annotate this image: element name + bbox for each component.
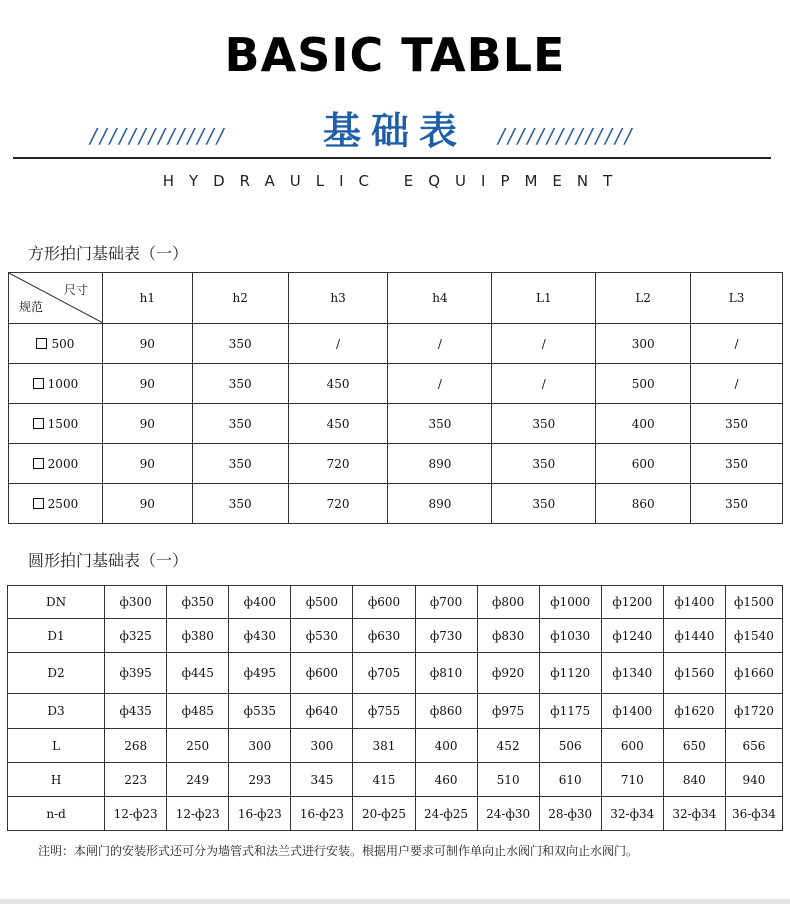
table2-value-cell: ф445 [167, 653, 229, 694]
table2-value-cell: 293 [229, 763, 291, 797]
table2-value-cell: ф1240 [601, 619, 663, 653]
square-symbol-icon [33, 498, 44, 509]
table2-value-cell: 656 [725, 729, 782, 763]
table1-value-cell: 350 [388, 404, 492, 444]
table1-header-cell: h4 [388, 273, 492, 324]
table2-value-cell: ф920 [477, 653, 539, 694]
table2-value-cell: ф1440 [663, 619, 725, 653]
table2-value-cell: ф430 [229, 619, 291, 653]
spec-value: 1000 [47, 376, 79, 391]
table1-value-cell: 890 [388, 484, 492, 524]
table1-value-cell: 720 [288, 484, 388, 524]
table2-value-cell: ф435 [105, 694, 167, 729]
table2-value-cell: ф755 [353, 694, 415, 729]
table2-value-cell: 20-ф25 [353, 797, 415, 831]
table2-value-cell: ф1120 [539, 653, 601, 694]
table1-value-cell: / [691, 324, 783, 364]
table1-value-cell: 90 [102, 324, 192, 364]
table2-value-cell: ф495 [229, 653, 291, 694]
table2-value-cell: ф380 [167, 619, 229, 653]
table2-value-cell: 223 [105, 763, 167, 797]
table1-value-cell: / [492, 364, 596, 404]
table1-header-row [9, 273, 783, 324]
table2-value-cell: ф830 [477, 619, 539, 653]
title-english: BASIC TABLE [224, 28, 566, 82]
table2-value-cell: ф1000 [539, 586, 601, 619]
spec-cell [9, 364, 103, 404]
table2-value-cell: 415 [353, 763, 415, 797]
table1-value-cell: / [492, 324, 596, 364]
spec-value: 1500 [47, 416, 79, 431]
table2-value-cell: ф395 [105, 653, 167, 694]
table2-row [8, 619, 783, 653]
slash-decoration-right: ////////////// [498, 124, 635, 148]
footnote: 注明：本闸门的安装形式还可分为墙管式和法兰式进行安装。根据用户要求可制作单向止水阀门和双向止水阀门。 [38, 844, 639, 858]
table1-value-cell: 350 [691, 404, 783, 444]
table2-value-cell: ф500 [291, 586, 353, 619]
title-chinese: 基础表 [322, 109, 467, 153]
table2-value-cell: ф1030 [539, 619, 601, 653]
table2-value-cell: 28-ф30 [539, 797, 601, 831]
table1-value-cell: 350 [192, 444, 288, 484]
table2-value-cell: ф1500 [725, 586, 782, 619]
table2-value-cell: ф860 [415, 694, 477, 729]
table2-value-cell: ф400 [229, 586, 291, 619]
table2-value-cell: ф530 [291, 619, 353, 653]
table2-row-label: H [8, 763, 105, 797]
table2-value-cell: 12-ф23 [105, 797, 167, 831]
table2-value-cell: 32-ф34 [601, 797, 663, 831]
spec-cell [9, 404, 103, 444]
table2-value-cell: ф1400 [663, 586, 725, 619]
bottom-band [0, 899, 790, 904]
table2-value-cell: ф1720 [725, 694, 782, 729]
table2-value-cell: 600 [601, 729, 663, 763]
table2-value-cell: 400 [415, 729, 477, 763]
subtitle: HYDRAULIC EQUIPMENT [162, 172, 628, 190]
table2-value-cell: 345 [291, 763, 353, 797]
table1-value-cell: 600 [596, 444, 691, 484]
table2-value-cell: 510 [477, 763, 539, 797]
table2-value-cell: ф630 [353, 619, 415, 653]
table1-value-cell: 500 [596, 364, 691, 404]
table1-value-cell: 350 [192, 404, 288, 444]
table2-value-cell: 300 [291, 729, 353, 763]
table2-value-cell: ф975 [477, 694, 539, 729]
table2-value-cell: 16-ф23 [229, 797, 291, 831]
table2-value-cell: 24-ф30 [477, 797, 539, 831]
table2-value-cell: 710 [601, 763, 663, 797]
table2-value-cell: 460 [415, 763, 477, 797]
table2-value-cell: ф700 [415, 586, 477, 619]
table2-row [8, 729, 783, 763]
spec-cell [9, 324, 103, 364]
table1-value-cell: / [388, 364, 492, 404]
table2-value-cell: ф350 [167, 586, 229, 619]
table2-value-cell: 250 [167, 729, 229, 763]
table1-row [9, 404, 783, 444]
table2-title: 圆形拍门基础表（一） [28, 551, 189, 570]
table2-value-cell: 840 [663, 763, 725, 797]
table1-value-cell: 350 [192, 484, 288, 524]
table1-value-cell: / [691, 364, 783, 404]
header-divider [13, 157, 771, 159]
table2-value-cell: ф1540 [725, 619, 782, 653]
table2-value-cell: ф705 [353, 653, 415, 694]
table2-value-cell: 381 [353, 729, 415, 763]
table2-value-cell: 650 [663, 729, 725, 763]
spec-value: 2500 [47, 496, 79, 511]
table2-row-label: D1 [8, 619, 105, 653]
spec-cell [9, 484, 103, 524]
table2-value-cell: ф810 [415, 653, 477, 694]
table2-row [8, 694, 783, 729]
table1-header-cell: L2 [596, 273, 691, 324]
table1-value-cell: 90 [102, 404, 192, 444]
square-symbol-icon [33, 418, 44, 429]
table2-value-cell: 452 [477, 729, 539, 763]
table2-value-cell: 16-ф23 [291, 797, 353, 831]
table1-title: 方形拍门基础表（一） [28, 244, 189, 263]
table1-corner-cell [9, 273, 103, 324]
corner-label-size: 尺寸 [63, 283, 88, 297]
square-flap-gate-table [8, 272, 783, 524]
table2-row-label: D2 [8, 653, 105, 694]
table2-value-cell: ф300 [105, 586, 167, 619]
table2-value-cell: 940 [725, 763, 782, 797]
table2-row-label: L [8, 729, 105, 763]
spec-value: 2000 [47, 456, 79, 471]
corner-label-spec: 规范 [19, 300, 44, 314]
table1-row [9, 484, 783, 524]
table1-value-cell: 400 [596, 404, 691, 444]
table2-row-label: DN [8, 586, 105, 619]
table1-value-cell: 350 [691, 444, 783, 484]
table1-value-cell: / [288, 324, 388, 364]
table2-value-cell: ф730 [415, 619, 477, 653]
table1-value-cell: 350 [691, 484, 783, 524]
table2-row [8, 586, 783, 619]
round-flap-gate-table [7, 585, 783, 831]
table1-value-cell: 720 [288, 444, 388, 484]
spec-cell [9, 444, 103, 484]
table2-value-cell: ф1660 [725, 653, 782, 694]
table2-value-cell: 24-ф25 [415, 797, 477, 831]
square-symbol-icon [33, 458, 44, 469]
table2-value-cell: 506 [539, 729, 601, 763]
table1-row [9, 324, 783, 364]
spec-value: 500 [51, 336, 75, 351]
table2-value-cell: 36-ф34 [725, 797, 782, 831]
table1-header-cell: h1 [102, 273, 192, 324]
table2-value-cell: ф800 [477, 586, 539, 619]
table2-value-cell: ф485 [167, 694, 229, 729]
square-symbol-icon [33, 378, 44, 389]
table1-header-cell: h3 [288, 273, 388, 324]
table2-value-cell: ф1400 [601, 694, 663, 729]
table1-row [9, 364, 783, 404]
table2-row [8, 763, 783, 797]
table1-value-cell: 890 [388, 444, 492, 484]
table2-value-cell: ф1340 [601, 653, 663, 694]
table2-value-cell: 610 [539, 763, 601, 797]
table2-value-cell: 268 [105, 729, 167, 763]
table2-value-cell: ф535 [229, 694, 291, 729]
table2-value-cell: ф1560 [663, 653, 725, 694]
table2-value-cell: 32-ф34 [663, 797, 725, 831]
slash-decoration-left: ////////////// [90, 124, 227, 148]
table1-header-cell: L3 [691, 273, 783, 324]
table2-row [8, 653, 783, 694]
table2-value-cell: 12-ф23 [167, 797, 229, 831]
table1-value-cell: 350 [492, 444, 596, 484]
table1-value-cell: 90 [102, 444, 192, 484]
table2-row-label: D3 [8, 694, 105, 729]
table1-value-cell: 350 [492, 484, 596, 524]
table2-value-cell: ф600 [291, 653, 353, 694]
table1-value-cell: 90 [102, 484, 192, 524]
table1-header-cell: h2 [192, 273, 288, 324]
table1-value-cell: 350 [492, 404, 596, 444]
table1-row [9, 444, 783, 484]
table1-value-cell: 450 [288, 404, 388, 444]
table1-value-cell: 860 [596, 484, 691, 524]
table1-value-cell: 450 [288, 364, 388, 404]
table2-value-cell: 300 [229, 729, 291, 763]
table2-value-cell: ф1200 [601, 586, 663, 619]
table1-header-cell: L1 [492, 273, 596, 324]
table1-value-cell: / [388, 324, 492, 364]
table2-value-cell: ф1620 [663, 694, 725, 729]
table2-value-cell: ф640 [291, 694, 353, 729]
table2-row [8, 797, 783, 831]
table2-value-cell: ф600 [353, 586, 415, 619]
table2-row-label: n-d [8, 797, 105, 831]
table2-value-cell: 249 [167, 763, 229, 797]
table1-value-cell: 90 [102, 364, 192, 404]
table2-value-cell: ф325 [105, 619, 167, 653]
square-symbol-icon [36, 338, 47, 349]
table2-value-cell: ф1175 [539, 694, 601, 729]
table1-value-cell: 350 [192, 324, 288, 364]
table1-value-cell: 350 [192, 364, 288, 404]
table1-value-cell: 300 [596, 324, 691, 364]
